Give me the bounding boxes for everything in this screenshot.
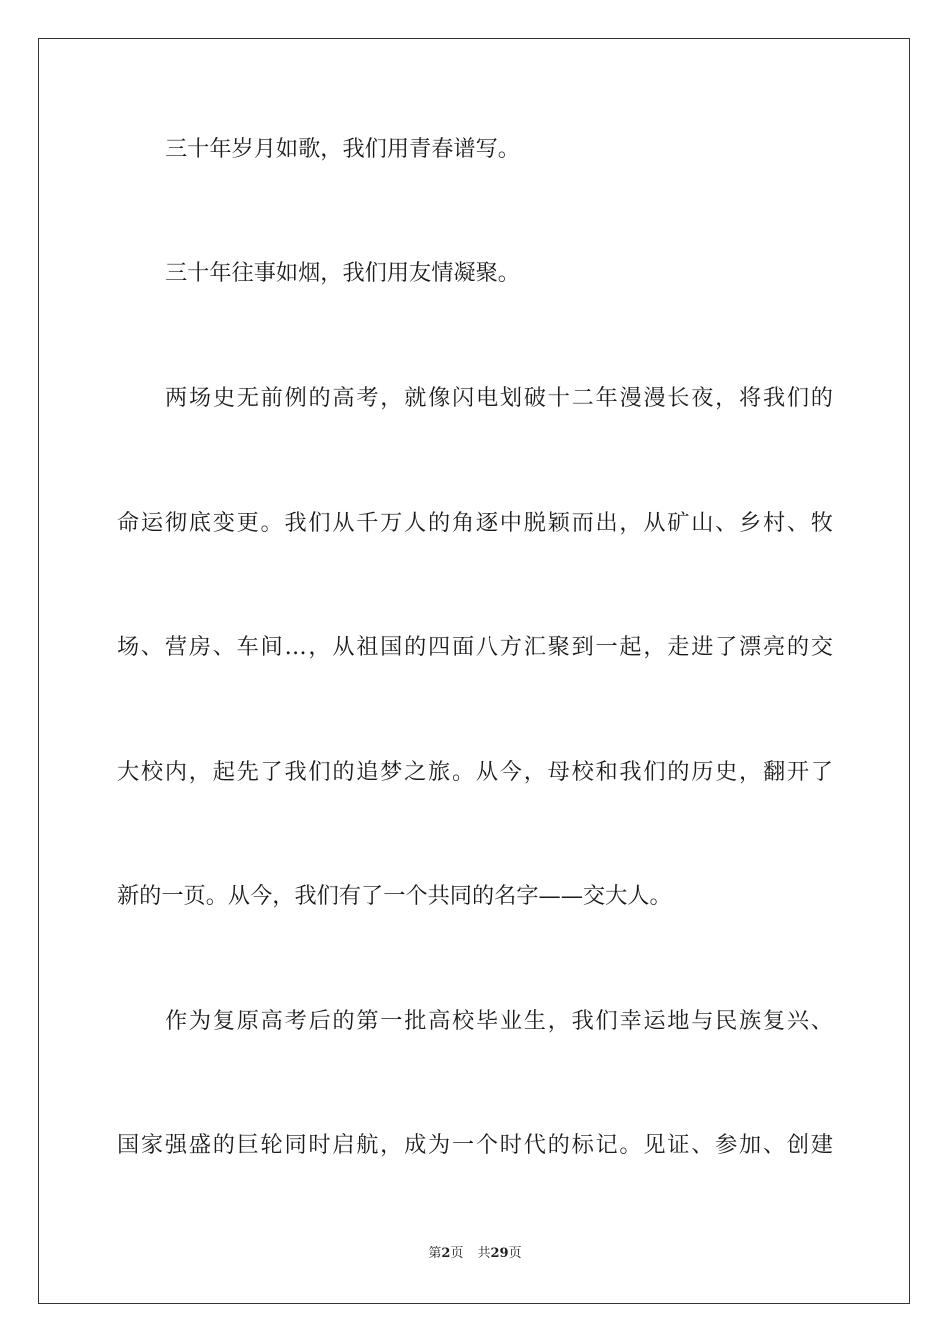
paragraph-line-8: 作为复原高考后的第一批高校毕业生，我们幸运地与民族复兴、 bbox=[165, 1008, 833, 1034]
page-label-prefix: 第 bbox=[428, 1246, 442, 1261]
total-label-prefix: 共 bbox=[477, 1246, 491, 1261]
page-footer bbox=[0, 1245, 950, 1263]
total-label-suffix: 页 bbox=[508, 1246, 522, 1261]
page-border bbox=[38, 38, 910, 1304]
paragraph-line-2: 三十年往事如烟，我们用友情凝聚。 bbox=[165, 260, 520, 286]
total-pages: 29 bbox=[490, 1246, 509, 1261]
paragraph-line-4: 命运彻底变更。我们从千万人的角逐中脱颖而出，从矿山、乡村、牧 bbox=[117, 510, 833, 536]
paragraph-line-6: 大校内，起先了我们的追梦之旅。从今，母校和我们的历史，翻开了 bbox=[117, 759, 833, 785]
paragraph-line-1: 三十年岁月如歌，我们用青春谱写。 bbox=[165, 136, 520, 162]
paragraph-line-5: 场、营房、车间…，从祖国的四面八方汇聚到一起，走进了漂亮的交 bbox=[117, 634, 833, 660]
paragraph-line-7: 新的一页。从今，我们有了一个共同的名字——交大人。 bbox=[117, 883, 672, 909]
paragraph-line-9: 国家强盛的巨轮同时启航，成为一个时代的标记。见证、参加、创建 bbox=[117, 1132, 833, 1158]
page-label-suffix: 页 bbox=[450, 1246, 464, 1261]
paragraph-line-3: 两场史无前例的高考，就像闪电划破十二年漫漫长夜，将我们的 bbox=[165, 385, 833, 411]
page-number: 2 bbox=[441, 1246, 451, 1261]
